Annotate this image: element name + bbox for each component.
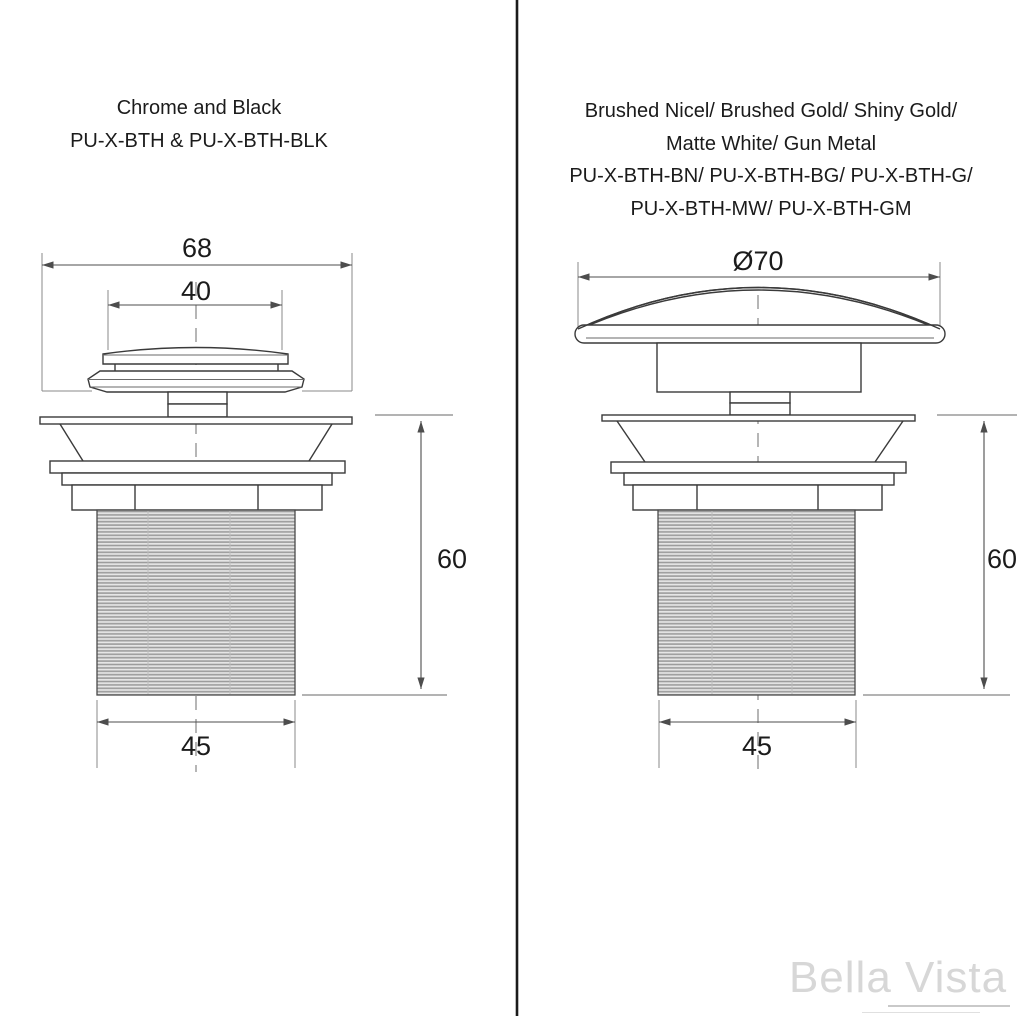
right-diagram bbox=[575, 246, 1017, 772]
right-funnel-right bbox=[875, 421, 903, 462]
left-dim-label-45: 45 bbox=[180, 731, 212, 761]
right-thread bbox=[658, 510, 855, 695]
left-dim-flange-width bbox=[42, 233, 352, 391]
left-cap-stem-upper bbox=[168, 392, 227, 404]
left-title-line2: PU-X-BTH & PU-X-BTH-BLK bbox=[70, 129, 328, 152]
left-funnel-left bbox=[60, 424, 83, 461]
right-cap-dome bbox=[578, 288, 940, 331]
left-thread-body bbox=[97, 510, 295, 695]
right-title-line2: Matte White/ Gun Metal bbox=[665, 132, 877, 155]
right-flange-plate bbox=[602, 415, 915, 421]
left-body-plate-2 bbox=[62, 473, 332, 485]
right-dim-label-d70: Ø70 bbox=[732, 246, 784, 276]
left-thread bbox=[97, 510, 295, 695]
right-dim-thread-height bbox=[863, 415, 1017, 695]
left-funnel-right bbox=[309, 424, 332, 461]
right-cap-stem-lower bbox=[730, 403, 790, 415]
left-dim-label-40: 40 bbox=[180, 276, 212, 306]
right-cap-rim bbox=[575, 325, 945, 343]
left-body-plate-1 bbox=[50, 461, 345, 473]
right-dim-label-60: 60 bbox=[986, 544, 1018, 574]
left-diagram bbox=[40, 233, 467, 772]
left-backnut bbox=[72, 485, 322, 510]
logo-underline-1 bbox=[888, 1005, 1010, 1007]
right-title-line1: Brushed Nicel/ Brushed Gold/ Shiny Gold/ bbox=[584, 100, 958, 122]
right-funnel-left bbox=[617, 421, 645, 462]
right-backnut bbox=[633, 485, 882, 510]
left-cap-stem-lower bbox=[168, 404, 227, 417]
right-cap-stem-upper bbox=[730, 392, 790, 403]
right-cap-body bbox=[657, 343, 861, 392]
right-title-line4: PU-X-BTH-MW/ PU-X-BTH-GM bbox=[630, 197, 912, 220]
left-dim-label-68: 68 bbox=[181, 233, 213, 263]
right-body bbox=[602, 415, 915, 510]
right-title-line3: PU-X-BTH-BN/ PU-X-BTH-BG/ PU-X-BTH-G/ bbox=[569, 165, 973, 187]
left-dim-cap-width bbox=[108, 276, 282, 350]
left-dim-label-60: 60 bbox=[436, 544, 468, 574]
left-title-line1: Chrome and Black bbox=[116, 97, 282, 119]
bella-vista-logo: Bella Vista bbox=[788, 953, 1008, 1002]
right-thread-body bbox=[658, 510, 855, 695]
left-flange-plate bbox=[40, 417, 352, 424]
logo-underline-2 bbox=[862, 1012, 980, 1013]
left-dim-thread-height bbox=[302, 415, 467, 695]
right-body-plate-1 bbox=[611, 462, 906, 473]
left-dim-thread-width bbox=[97, 700, 295, 768]
right-dim-label-45: 45 bbox=[741, 731, 773, 761]
right-cap bbox=[575, 288, 945, 416]
left-cap bbox=[88, 348, 304, 418]
left-cap-lens bbox=[103, 348, 288, 365]
left-cap-collar bbox=[88, 371, 304, 392]
right-body-plate-2 bbox=[624, 473, 894, 485]
